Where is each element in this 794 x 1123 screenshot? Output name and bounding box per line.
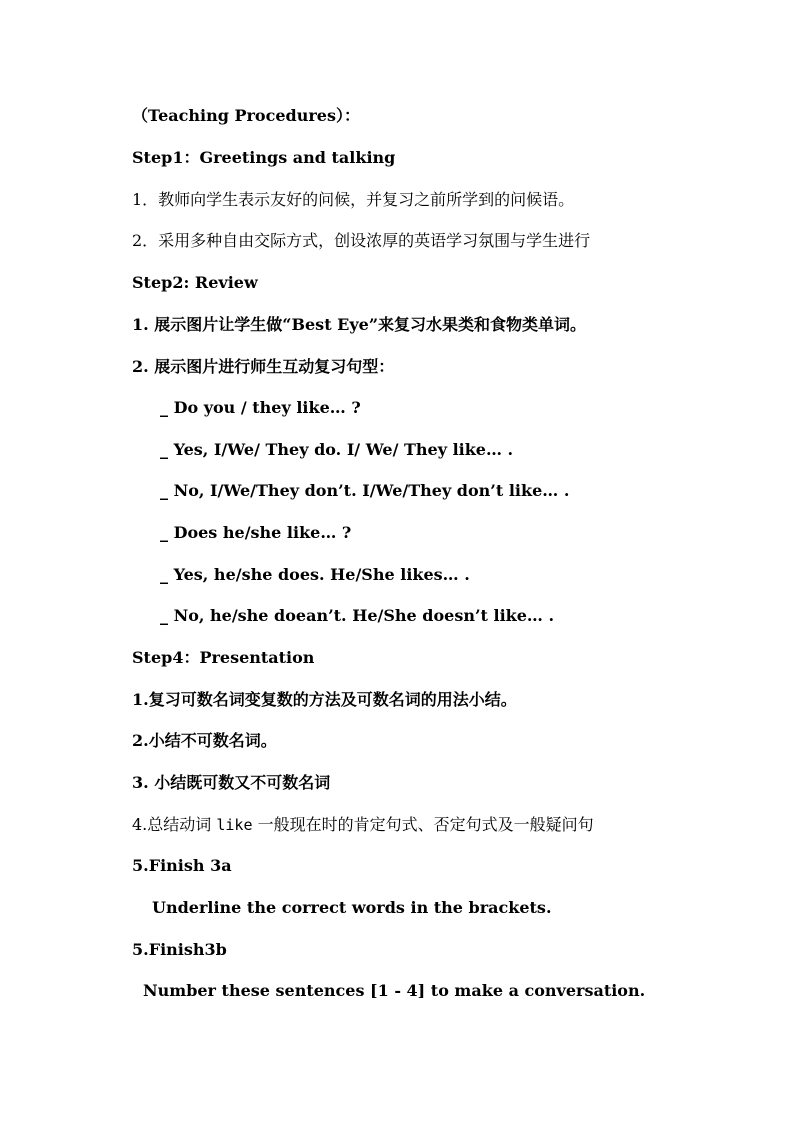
step1-title: Step1：Greetings and talking <box>132 148 396 167</box>
step4-item-1: 1.复习可数名词变复数的方法及可数名词的用法小结。 <box>132 690 517 709</box>
pattern-line: _ No, he/she doean’t. He/She doesn’t like… . <box>160 606 555 625</box>
pattern-line: _ No, I/We/They don’t. I/We/They don’t like… . <box>160 481 570 500</box>
section-heading: （Teaching Procedures）： <box>132 106 360 125</box>
pattern-line: _ Does he/she like… ? <box>160 523 352 542</box>
code-word: like <box>216 816 253 834</box>
step4-item-6: 5.Finish3b <box>132 940 227 959</box>
step4-item-2: 2.小结不可数名词。 <box>132 731 277 750</box>
pattern-line: _ Yes, he/she does. He/She likes… . <box>160 565 470 584</box>
step4-item-4 <box>132 814 594 836</box>
item-text: 总结动词 <box>147 815 212 834</box>
step1-item-1: 1．教师向学生表示友好的问候，并复习之前所学到的问候语。 <box>132 190 575 209</box>
step1-item-2: 2．采用多种自由交际方式，创设浓厚的英语学习氛围与学生进行 <box>132 231 591 250</box>
step4-item-5-desc: Underline the correct words in the brackets. <box>152 898 552 917</box>
step2-title: Step2: Review <box>132 273 258 292</box>
pattern-line: _ Do you / they like… ? <box>160 398 361 417</box>
step4-item-6-desc: Number these sentences [1 - 4] to make a conversation. <box>143 981 646 1000</box>
step2-item-2: 2. 展示图片进行师生互动复习句型： <box>132 357 395 376</box>
step4-title: Step4：Presentation <box>132 648 315 667</box>
step4-item-5: 5.Finish 3a <box>132 856 232 875</box>
item-number: 4. <box>132 815 148 834</box>
step2-item-1: 1. 展示图片让学生做“Best Eye”来复习水果类和食物类单词。 <box>132 315 587 334</box>
step4-item-3: 3. 小结既可数又不可数名词 <box>132 773 331 792</box>
item-text: 一般现在时的肯定句式、否定句式及一般疑问句 <box>257 815 594 834</box>
pattern-line: _ Yes, I/We/ They do. I/ We/ They like… . <box>160 440 514 459</box>
